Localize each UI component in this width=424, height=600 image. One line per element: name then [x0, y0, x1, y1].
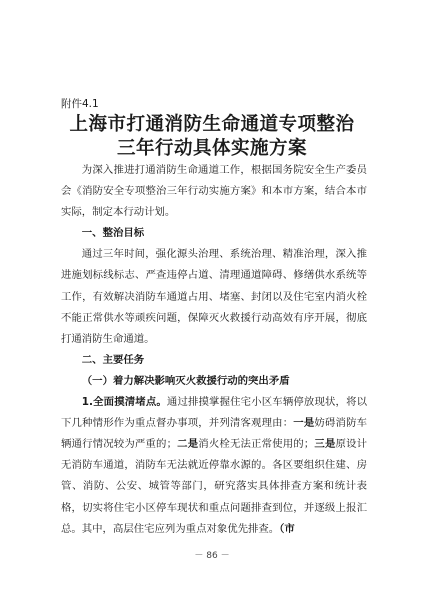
page-number: － 86 － [194, 551, 230, 561]
item-1-point-2-label: 二是 [176, 438, 199, 451]
item-1-point-3-label: 三是 [314, 438, 336, 451]
attachment-label: 附件4.1 [61, 98, 99, 110]
item-1-point-3-text: 原设计无消防车通道，消防车无法就近停靠水源的。各区要组织住建、房管、消防、公安、城管等部门，研究落实具体排查方案和统计表格，切实将住宅小区停车现状和重点问题排查到位，并逐级上报汇总。其中，高层住宅应列为重点对象优先排查。 [61, 438, 368, 535]
intro-paragraph: 为深入推进打通消防生命通道工作，根据国务院安全生产委员会《消防安全专项整治三年行动实施方案》和本市方案，结合本市实际，制定本行动计划。 [61, 164, 367, 219]
item-1-lead: 1.全面摸清堵点。 [81, 396, 167, 409]
item-1-point-1-label: 一是 [293, 417, 315, 430]
document-title-line-1: 上海市打通消防生命通道专项整治 [69, 114, 355, 135]
item-1-point-2-text: 消火栓无法正常使用的； [198, 438, 315, 451]
document-body [61, 160, 367, 540]
subsection-heading: （一）着力解决影响灭火救援行动的突出矛盾 [81, 374, 290, 387]
item-1-text: 通过排摸掌握住宅小区车辆停放现状，将以下几种情形作为重点督办事项，并列清客观理由： [61, 396, 367, 430]
document-title-line-2: 三年行动具体实施方案 [116, 138, 307, 159]
item-1-point-1-text: 妨碍消防车辆通行情况较为严重的； [61, 417, 368, 451]
section-heading-targets: 一、整治目标 [81, 227, 145, 240]
item-1-tail: （市 [279, 522, 295, 535]
targets-paragraph: 通过三年时间，强化源头治理、系统治理、精准治理，深入推进施划标线标志、严查违停占道、清理通道障碍、修缮供水系统等工作，有效解决消防车通道占用、堵塞、封闭以及住宅室内消火栓不能正常供水等顽疾问题，保障灭火救援行动高效有序开展，彻底打通消防生命通道。 [61, 248, 367, 345]
item-1-paragraph [61, 392, 367, 540]
section-heading-tasks: 二、主要任务 [81, 353, 145, 366]
